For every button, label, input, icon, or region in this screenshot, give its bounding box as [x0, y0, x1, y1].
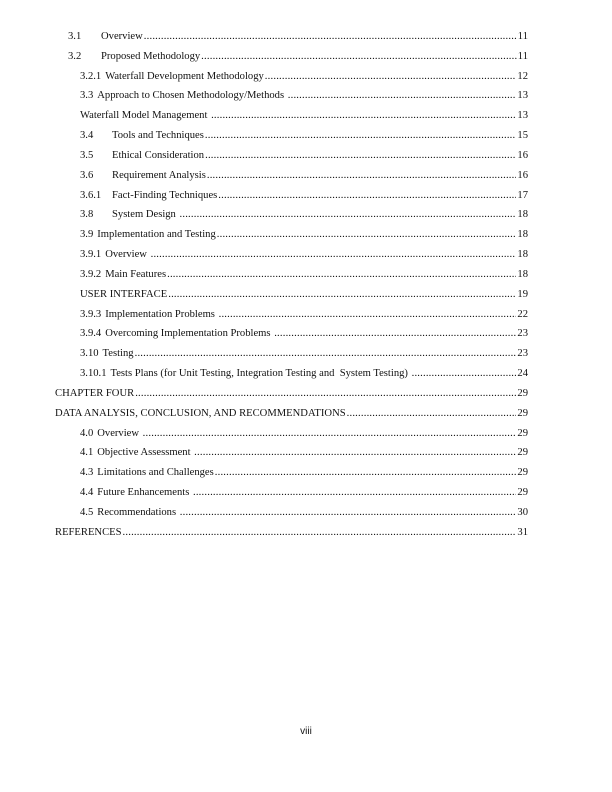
toc-entry-number: 3.4 [80, 130, 94, 142]
toc-entry[interactable] [0, 365, 528, 385]
toc-entry-page: 12 [517, 70, 528, 82]
toc-entry-number: 3.2 [68, 50, 82, 62]
toc-entry-number: 3.3 [80, 90, 94, 102]
toc-entry-page: 13 [517, 110, 528, 122]
toc-entry-page: 29 [517, 427, 528, 439]
toc-entry[interactable] [0, 187, 528, 207]
toc-entry-number: 3.2.1 [80, 70, 102, 82]
toc-entry-title: Tools and Techniques [112, 130, 204, 142]
toc-entry[interactable] [0, 405, 528, 425]
toc-entry[interactable] [0, 524, 528, 544]
dot-leader [207, 167, 517, 184]
toc-entry-number: 3.10 [80, 348, 99, 360]
toc-entry-title: Waterfall Development Methodology [105, 70, 264, 82]
toc-entry-title: Recommendations [97, 506, 179, 518]
dot-leader [217, 226, 517, 243]
toc-entry[interactable] [0, 206, 528, 226]
toc-entry[interactable] [0, 48, 528, 68]
toc-entry-page: 29 [517, 487, 528, 499]
toc-entry-number: 4.1 [80, 447, 94, 459]
toc-entry[interactable] [0, 167, 528, 187]
toc-entry-page: 31 [517, 526, 528, 538]
toc-entry-page: 29 [517, 407, 528, 419]
toc-entry-number: 4.5 [80, 506, 94, 518]
page-number: viii [300, 726, 312, 737]
toc-entry[interactable] [0, 127, 528, 147]
dot-leader [218, 187, 516, 204]
toc-entry-number: 3.9.3 [80, 308, 102, 320]
toc-entry-page: 24 [517, 368, 528, 380]
toc-entry-page: 19 [517, 288, 528, 300]
toc-entry[interactable] [0, 425, 528, 445]
toc-entry-title: Approach to Chosen Methodology/Methods [97, 90, 287, 102]
toc-entry-title: Main Features [105, 268, 167, 280]
toc-entry-title: Implementation Problems [105, 308, 218, 320]
toc-entry[interactable] [0, 464, 528, 484]
toc-entry-title: Proposed Methodology [101, 50, 201, 62]
toc-entry-page: 29 [517, 447, 528, 459]
toc-entry[interactable] [0, 87, 528, 107]
toc-entry-title: System Design [112, 209, 179, 221]
toc-entry-title: USER INTERFACE [80, 288, 168, 300]
toc-entry[interactable] [0, 345, 528, 365]
toc-entry-number: 3.10.1 [80, 368, 107, 380]
toc-entry[interactable] [0, 28, 528, 48]
toc-entry[interactable] [0, 444, 528, 464]
toc-entry-page: 30 [517, 506, 528, 518]
toc-entry-page: 18 [517, 229, 528, 241]
toc-entry-page: 15 [517, 130, 528, 142]
dot-leader [205, 147, 516, 164]
dot-leader [201, 48, 517, 65]
dot-leader [135, 385, 516, 402]
toc-entry-page: 29 [517, 467, 528, 479]
dot-leader [265, 68, 517, 85]
toc-entry-title: Future Enhancements [97, 487, 192, 499]
toc-entry-page: 23 [517, 328, 528, 340]
dot-leader [180, 206, 517, 223]
dot-leader [274, 325, 516, 342]
toc-entry-title: Overcoming Implementation Problems [105, 328, 274, 340]
toc-entry-number: 3.6.1 [80, 189, 102, 201]
toc-entry-page: 18 [517, 209, 528, 221]
toc-entry-number: 3.1 [68, 31, 82, 42]
toc-entry-title: Requirement Analysis [112, 169, 206, 181]
toc-entry-number: 4.0 [80, 427, 94, 439]
toc-entry-title: Testing [102, 348, 134, 360]
toc-entry-title: Ethical Consideration [112, 149, 205, 161]
toc-entry[interactable] [0, 266, 528, 286]
toc-entry[interactable] [0, 107, 528, 127]
toc-entry-title: Tests Plans (for Unit Testing, Integration Testing and System Testing) [110, 368, 411, 380]
table-of-contents [0, 28, 612, 544]
toc-entry[interactable] [0, 306, 528, 326]
toc-entry-number: 3.6 [80, 169, 94, 181]
dot-leader [194, 444, 516, 461]
dot-leader [123, 524, 517, 541]
toc-entry-title: Limitations and Challenges [97, 467, 214, 479]
toc-entry-title: Implementation and Testing [97, 229, 216, 241]
toc-entry-title: Overview [101, 31, 143, 42]
dot-leader [143, 425, 517, 442]
toc-entry-title: REFERENCES [55, 526, 122, 538]
toc-entry-page: 16 [517, 169, 528, 181]
toc-entry-page: 13 [517, 90, 528, 102]
dot-leader [219, 306, 517, 323]
dot-leader [193, 484, 516, 501]
toc-entry-page: 23 [517, 348, 528, 360]
toc-entry-page: 17 [517, 189, 528, 201]
toc-entry-page: 29 [517, 387, 528, 399]
dot-leader [412, 365, 517, 382]
toc-entry-page: 18 [517, 268, 528, 280]
toc-entry-number: 3.9.4 [80, 328, 102, 340]
dot-leader [144, 28, 517, 45]
toc-entry[interactable] [0, 504, 528, 524]
toc-entry-page: 16 [517, 149, 528, 161]
dot-leader [211, 107, 516, 124]
dot-leader [288, 87, 517, 104]
dot-leader [151, 246, 517, 263]
toc-entry[interactable] [0, 325, 528, 345]
toc-entry-page: 18 [517, 249, 528, 261]
toc-entry-number: 3.8 [80, 209, 94, 221]
toc-entry-page: 11 [517, 50, 528, 62]
toc-entry[interactable] [0, 286, 528, 306]
toc-entry-title: Objective Assessment [97, 447, 194, 459]
toc-entry-number: 4.3 [80, 467, 94, 479]
dot-leader [347, 405, 517, 422]
dot-leader [215, 464, 517, 481]
toc-entry-title: Fact-Finding Techniques [112, 189, 218, 201]
toc-entry-title: Overview [105, 249, 150, 261]
toc-entry-title: Waterfall Model Management [80, 110, 211, 122]
toc-entry[interactable] [0, 68, 528, 88]
toc-entry[interactable] [0, 385, 528, 405]
toc-entry[interactable] [0, 147, 528, 167]
toc-entry[interactable] [0, 484, 528, 504]
toc-entry[interactable] [0, 246, 528, 266]
toc-entry-title: CHAPTER FOUR [55, 387, 135, 399]
toc-entry-page: 11 [517, 31, 528, 42]
toc-entry-title: DATA ANALYSIS, CONCLUSION, AND RECOMMENDATIONS [55, 407, 346, 419]
toc-entry-number: 3.9.1 [80, 249, 102, 261]
toc-entry-number: 4.4 [80, 487, 94, 499]
dot-leader [167, 266, 516, 283]
dot-leader [180, 504, 517, 521]
toc-entry[interactable] [0, 226, 528, 246]
toc-entry-number: 3.9.2 [80, 268, 102, 280]
dot-leader [135, 345, 517, 362]
toc-entry-number: 3.5 [80, 149, 94, 161]
toc-entry-title: Overview [97, 427, 142, 439]
dot-leader [205, 127, 517, 144]
dot-leader [168, 286, 516, 303]
toc-entry-page: 22 [517, 308, 528, 320]
toc-entry-number: 3.9 [80, 229, 94, 241]
